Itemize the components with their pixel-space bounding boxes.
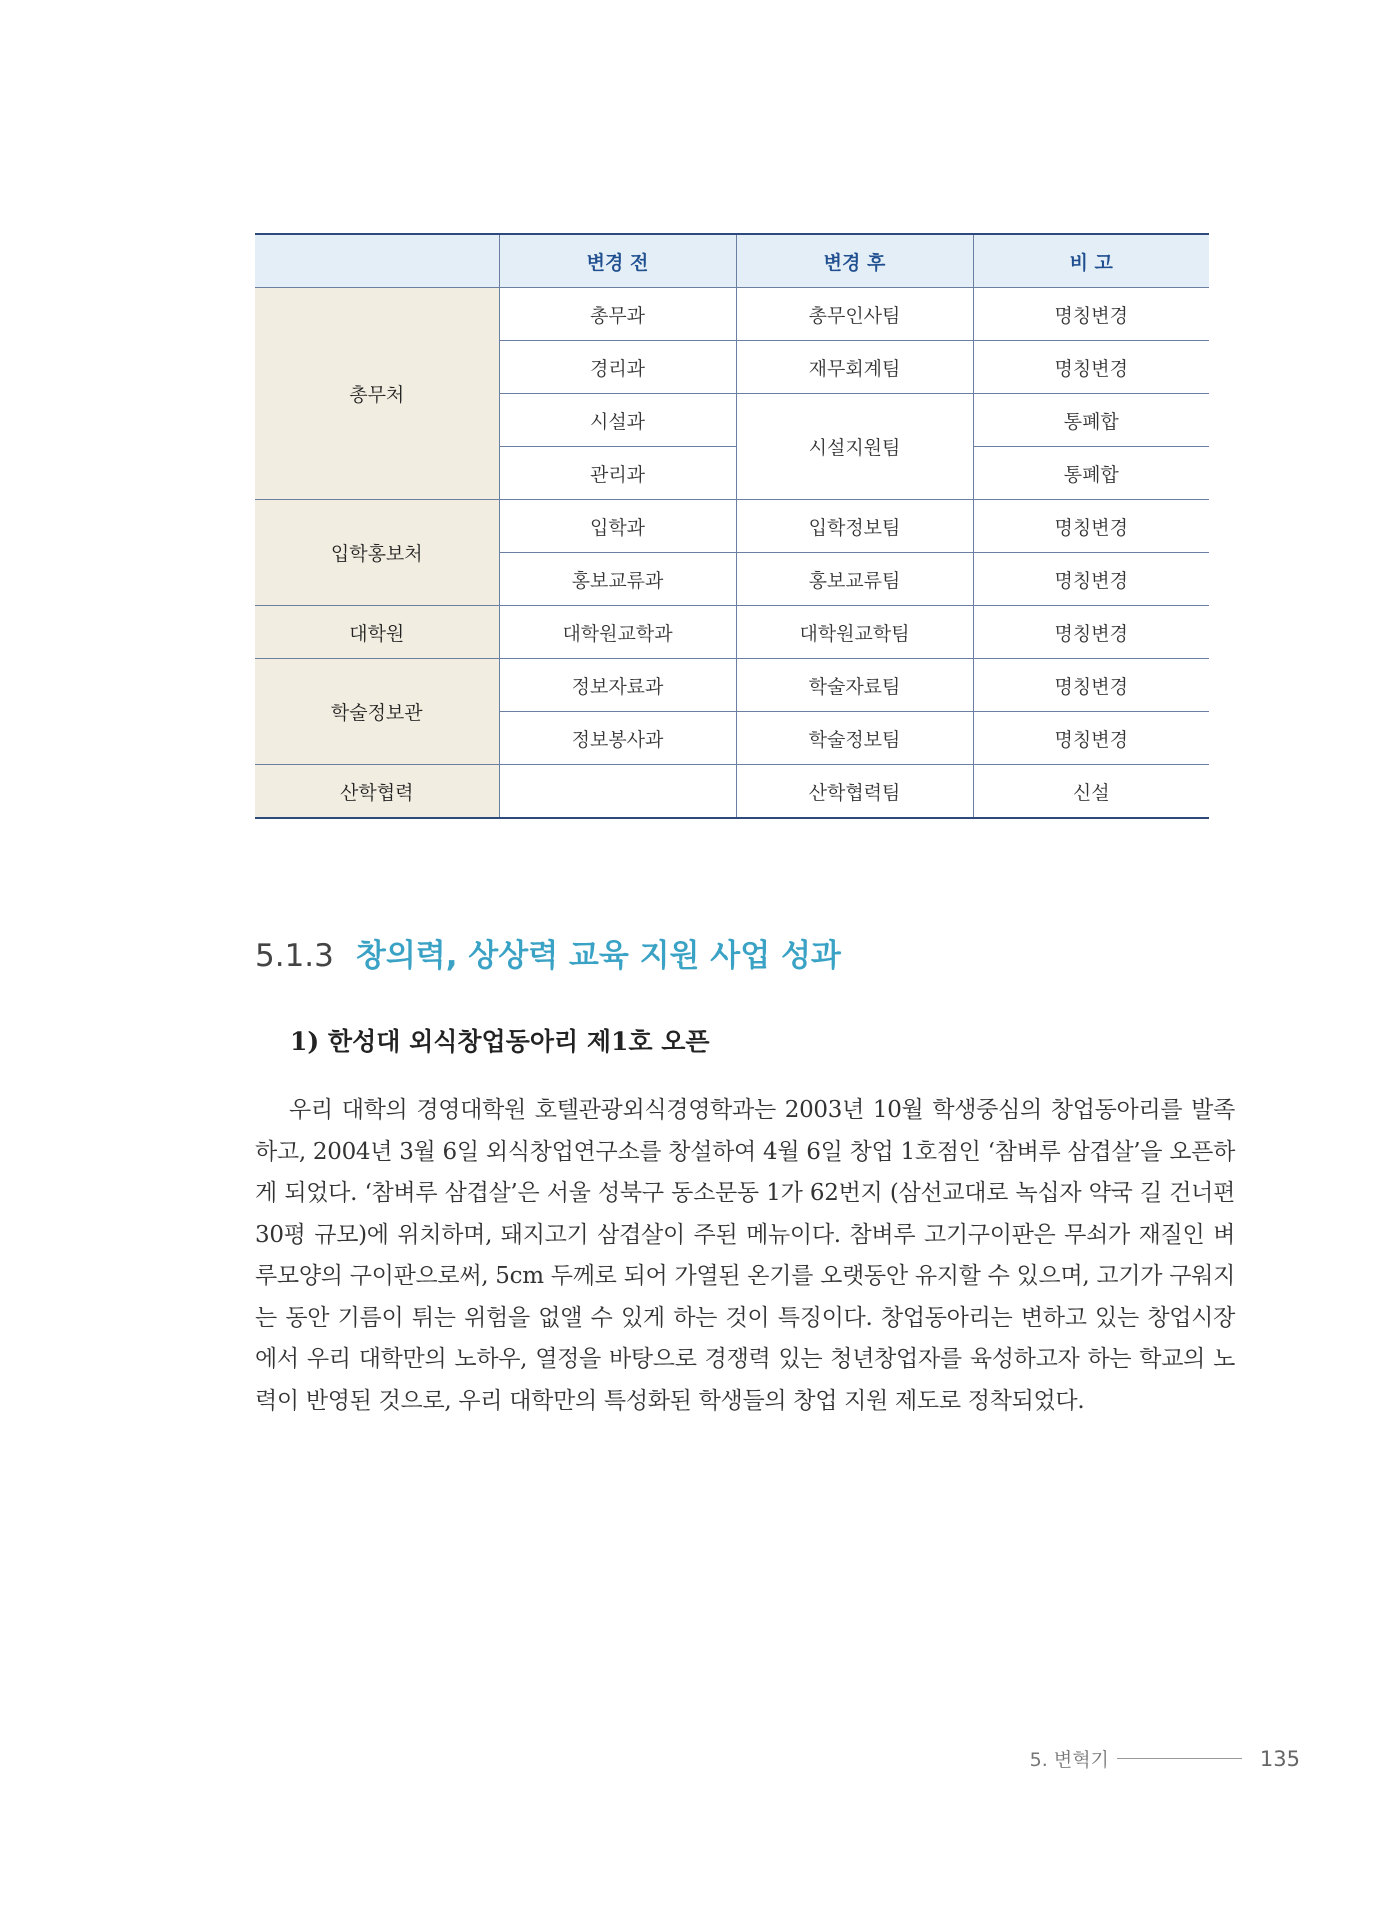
note-cell: 명칭변경 — [973, 553, 1209, 606]
before-cell: 정보봉사과 — [499, 712, 736, 765]
table-row — [255, 606, 1209, 659]
after-cell: 산학협력팀 — [736, 765, 973, 819]
before-cell: 관리과 — [499, 447, 736, 500]
table-row — [255, 765, 1209, 819]
header-after: 변경 후 — [736, 234, 973, 288]
before-cell: 시설과 — [499, 394, 736, 447]
before-cell: 대학원교학과 — [499, 606, 736, 659]
section-heading — [255, 930, 841, 975]
before-cell: 총무과 — [499, 288, 736, 341]
dept-cell: 학술정보관 — [255, 659, 499, 765]
after-cell: 대학원교학팀 — [736, 606, 973, 659]
note-cell: 명칭변경 — [973, 659, 1209, 712]
after-cell: 입학정보팀 — [736, 500, 973, 553]
body-paragraph: 우리 대학의 경영대학원 호텔관광외식경영학과는 2003년 10월 학생중심의 창업동아리를 발족하고, 2004년 3월 6일 외식창업연구소를 창설하여 4월 6일 창업 1호점인 ‘참벼루 삼겹살’을 오픈하게 되었다. ‘참벼루 삼겹살’은 서울 성북구 동소문동 1가 62번지 (삼선교대로 녹십자 약국 길 건너편 30평 규모)에 위치하며, 돼지고기 삼겹살이 주된 메뉴이다. 참벼루 고기구이판은 무쇠가 재질인 벼루모양의 구이판으로써, 5cm 두께로 되어 가열된 온기를 오랫동안 유지할 수 있으며, 고기가 구워지는 동안 기름이 튀는 위험을 없앨 수 있게 하는 것이 특징이다. 창업동아리는 변하고 있는 창업시장에서 우리 대학만의 노하우, 열정을 바탕으로 경쟁력 있는 청년창업자를 육성하고자 하는 학교의 노력이 반영된 것으로, 우리 대학만의 특성화된 학생들의 창업 지원 제도로 정착되었다. — [255, 1097, 1235, 1414]
note-cell: 통폐합 — [973, 394, 1209, 447]
after-cell: 학술자료팀 — [736, 659, 973, 712]
header-note: 비 고 — [973, 234, 1209, 288]
dept-cell: 대학원 — [255, 606, 499, 659]
subsection-title: 1) 한성대 외식창업동아리 제1호 오픈 — [290, 1027, 710, 1056]
after-cell: 홍보교류팀 — [736, 553, 973, 606]
dept-cell: 총무처 — [255, 288, 499, 500]
dept-cell: 입학홍보처 — [255, 500, 499, 606]
after-cell: 학술정보팀 — [736, 712, 973, 765]
note-cell: 명칭변경 — [973, 500, 1209, 553]
after-cell: 시설지원팀 — [736, 394, 973, 500]
org-change-table — [255, 233, 1209, 819]
header-dept — [255, 234, 499, 288]
section-number: 5.1.3 — [255, 938, 334, 974]
after-cell: 재무회계팀 — [736, 341, 973, 394]
note-cell: 명칭변경 — [973, 606, 1209, 659]
footer-divider — [1117, 1758, 1242, 1759]
table-row — [255, 288, 1209, 341]
chapter-label: 5. 변혁기 — [1029, 1749, 1109, 1771]
header-before: 변경 전 — [499, 234, 736, 288]
note-cell: 신설 — [973, 765, 1209, 819]
table-row — [255, 659, 1209, 712]
page-footer — [1030, 1745, 1300, 1772]
before-cell: 정보자료과 — [499, 659, 736, 712]
before-cell: 입학과 — [499, 500, 736, 553]
page-number: 135 — [1259, 1746, 1300, 1771]
section-title: 창의력, 상상력 교육 지원 사업 성과 — [355, 938, 841, 974]
note-cell: 명칭변경 — [973, 712, 1209, 765]
note-cell: 명칭변경 — [973, 288, 1209, 341]
table-header-row — [255, 234, 1209, 288]
note-cell: 명칭변경 — [973, 341, 1209, 394]
before-cell: 경리과 — [499, 341, 736, 394]
dept-cell: 산학협력 — [255, 765, 499, 819]
before-cell — [499, 765, 736, 819]
before-cell: 홍보교류과 — [499, 553, 736, 606]
after-cell: 총무인사팀 — [736, 288, 973, 341]
note-cell: 통폐합 — [973, 447, 1209, 500]
table-row — [255, 500, 1209, 553]
